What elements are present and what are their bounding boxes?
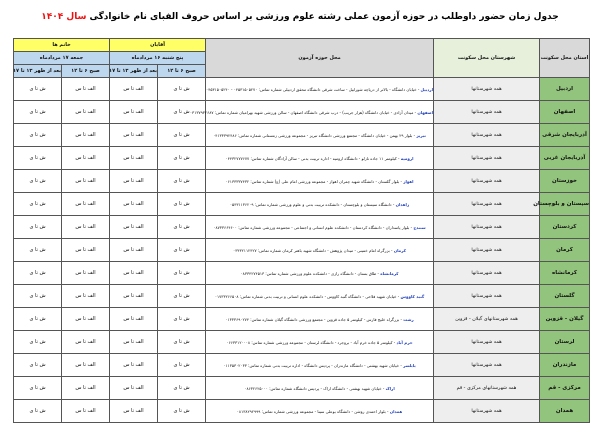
center-cell: [206, 124, 434, 147]
slot-value: ش تا ی: [173, 224, 190, 230]
city-cell: [434, 400, 540, 423]
slot-value: ش تا ی: [29, 408, 46, 414]
table-row: [14, 331, 590, 354]
slot-value: ش تا ی: [173, 155, 190, 161]
slot-value: الف تا س: [123, 408, 144, 414]
center-cell: [206, 285, 434, 308]
slot-value: الف تا س: [123, 155, 144, 161]
city-name: همه شهرستانهای مرکزی - قم: [456, 385, 517, 391]
slot-value: الف تا س: [123, 201, 144, 207]
slot-cell-m2: [110, 101, 158, 124]
slot-value: ش تا ی: [29, 201, 46, 207]
slot-cell-w1: [62, 400, 110, 423]
slot-cell-w2: [14, 285, 62, 308]
slot-value: ش تا ی: [29, 86, 46, 92]
province-name: آذربایجان شرقی: [542, 132, 587, 138]
table-row: [14, 216, 590, 239]
slot-cell-m2: [110, 285, 158, 308]
slot-cell-m2: [110, 170, 158, 193]
slot-cell-w2: [14, 216, 62, 239]
center-name: اهواز: [403, 178, 414, 184]
slot-cell-m2: [110, 78, 158, 101]
center-name: رشت: [403, 316, 414, 322]
slot-cell-m1: [158, 308, 206, 331]
slot-cell-m1: [158, 285, 206, 308]
city-name: همه شهرستانها: [471, 224, 502, 230]
slot-cell-m1: [158, 400, 206, 423]
table-row: [14, 147, 590, 170]
province-cell: [540, 377, 590, 400]
center-cell: [189, 101, 434, 124]
center-name: زاهدان: [395, 201, 410, 207]
slot-cell-w1: [62, 170, 110, 193]
table-row: [14, 285, 590, 308]
slot-value: ش تا ی: [29, 362, 46, 368]
table-row: [14, 262, 590, 285]
slot-cell-w2: [14, 354, 62, 377]
slot-cell-w2: [14, 308, 62, 331]
header-slot-men-afternoon: بعد از ظهر ۱۳ تا ۱۷: [110, 65, 158, 78]
slot-cell-w1: [62, 101, 110, 124]
slot-cell-w2: [14, 262, 62, 285]
slot-cell-w1: [62, 193, 110, 216]
center-name: گنبد کاووس: [400, 293, 425, 299]
province-name: آذربایجان غربی: [543, 155, 586, 161]
city-name: همه شهرستانها: [471, 408, 502, 414]
center-cell: [206, 216, 434, 239]
slot-value: الف تا س: [123, 270, 144, 276]
center-name: کرمان: [393, 247, 406, 253]
center-address: - بزرگراه خلیج فارس - کیلومتر ۵ جاده قزوین - مجتمع ورزشی دانشگاه گیلان شماره تماس: ۰۱۳۳۳۶۹۰۲۷۴: [225, 316, 402, 322]
slot-value: الف تا س: [75, 408, 96, 414]
slot-value: ش تا ی: [173, 270, 190, 276]
slot-value: الف تا س: [75, 155, 96, 161]
slot-value: الف تا س: [123, 86, 144, 92]
header-men: آقایان: [110, 39, 206, 52]
slot-cell-m1: [158, 262, 206, 285]
city-name: همه شهرستانها: [471, 86, 502, 92]
slot-cell-m1: [158, 193, 206, 216]
slot-value: ش تا ی: [173, 178, 190, 184]
province-cell: [540, 147, 590, 170]
slot-value: ش تا ی: [173, 385, 190, 391]
slot-cell-m2: [110, 377, 158, 400]
slot-value: الف تا س: [123, 247, 144, 253]
slot-value: الف تا س: [75, 385, 96, 391]
city-name: همه شهرستانها: [471, 155, 502, 161]
header-men-day: پنج شنبه ۱۶ مردادماه: [110, 52, 206, 65]
slot-cell-w1: [62, 331, 110, 354]
slot-value: الف تا س: [75, 293, 96, 299]
slot-cell-m2: [110, 331, 158, 354]
center-name: سنندج: [413, 224, 426, 230]
city-name: همه شهرستانهای گیلان - قزوین: [455, 316, 518, 322]
province-cell: [540, 285, 590, 308]
province-name: سیستان و بلوچستان: [533, 201, 590, 207]
province-cell: [540, 124, 590, 147]
province-name: کرمانشاه: [551, 270, 578, 276]
center-address: - کیلومتر ۱۱ جاده نازلو - دانشگاه ارومیه - اداره تربیت بدنی - سالن آزادگان شماره تماس: ۰۴۴۳۲۷۷۷۶۷۷: [225, 155, 400, 161]
slot-value: الف تا س: [123, 339, 144, 345]
slot-value: الف تا س: [75, 270, 96, 276]
slot-cell-w1: [62, 239, 110, 262]
slot-cell-m1: [158, 124, 206, 147]
slot-cell-m2: [110, 147, 158, 170]
center-address: - کیلومتر ۵ جاده خرم آباد - بروجرد - دانشگاه لرستان - مجموعه ورزشی شماره تماس: ۰۶۶۳۳۱۲۰۰۰۸: [226, 339, 396, 345]
slot-cell-w1: [62, 308, 110, 331]
city-name: همه شهرستانها: [471, 362, 502, 368]
city-name: همه شهرستانها: [471, 339, 502, 345]
province-name: گلستان: [554, 293, 575, 299]
slot-value: ش تا ی: [173, 362, 190, 368]
city-cell: [434, 124, 540, 147]
city-name: همه شهرستانها: [471, 293, 502, 299]
slot-cell-w2: [14, 147, 62, 170]
slot-cell-m1: [158, 377, 206, 400]
table-row: [14, 170, 590, 193]
slot-cell-w2: [14, 377, 62, 400]
slot-cell-m2: [110, 400, 158, 423]
header-slot-women-afternoon: بعد از ظهر ۱۳ تا ۱۷: [14, 65, 62, 78]
header-women-day: جمعه ۱۷ مردادماه: [14, 52, 110, 65]
slot-cell-m2: [110, 124, 158, 147]
center-cell: [206, 170, 434, 193]
center-address: - بلوار احمدی روشن - دانشگاه بوعلی سینا - مجموعه ورزشی شماره تماس: ۰۸۱۳۸۲۹۲۹۹۹: [236, 408, 389, 414]
center-name: خرم آباد: [396, 339, 413, 345]
city-cell: [434, 216, 540, 239]
slot-value: الف تا س: [123, 293, 144, 299]
slot-value: ش تا ی: [29, 178, 46, 184]
table-row: [14, 377, 590, 400]
slot-value: الف تا س: [75, 316, 96, 322]
header-city: شهرستان محل سکونت: [434, 39, 540, 78]
province-name: گیلان - قزوین: [545, 316, 584, 322]
city-cell: [434, 147, 540, 170]
center-name: اردبیل: [420, 86, 433, 92]
center-cell: [206, 147, 434, 170]
table-row: [14, 354, 590, 377]
province-cell: [540, 354, 590, 377]
center-cell: [206, 193, 434, 216]
center-cell: [206, 78, 434, 101]
slot-cell-w2: [14, 124, 62, 147]
slot-cell-m1: [158, 239, 206, 262]
slot-cell-w2: [14, 331, 62, 354]
center-address: - خیابان شهید فلاحی - دانشگاه گنبد کاووس - دانشکده علوم انسانی و تربیت بدنی شماره تماس: ۰۱۷۳۳۲۶۶۵۰۸: [214, 293, 400, 299]
province-name: لرستان: [554, 339, 575, 345]
slot-value: ش تا ی: [29, 109, 46, 115]
province-cell: [540, 331, 590, 354]
page-title: [0, 0, 600, 34]
center-name: همدان: [389, 408, 403, 414]
table-row: [14, 101, 590, 124]
slot-cell-w1: [62, 377, 110, 400]
header-province: استان محل سکونت: [540, 39, 590, 78]
slot-cell-m2: [110, 216, 158, 239]
center-address: - دانشگاه سیستان و بلوچستان - دانشکده تربیت بدنی و علوم ورزشی شماره تماس: ۰۵۴۳۱۱۳۶۲۰۹: [229, 201, 395, 207]
city-cell: [434, 262, 540, 285]
slot-value: الف تا س: [75, 362, 96, 368]
table-row: [14, 124, 590, 147]
title-text: جدول زمان حضور داوطلب در حوزه آزمون عملی رشته علوم ورزشی بر اساس حروف الفبای نام خانوادگی: [89, 12, 559, 22]
slot-cell-w2: [14, 78, 62, 101]
header-slot-women-morning: صبح ۶ تا ۱۲: [62, 65, 110, 78]
slot-cell-m1: [158, 170, 206, 193]
province-cell: [540, 308, 590, 331]
slot-cell-w1: [62, 285, 110, 308]
title-year: سال ۱۴۰۴: [41, 12, 87, 22]
center-address: - خیابان شهید بهشتی - دانشگاه اراک - پردیس دانشگاه شماره تماس: ۰۸۶۳۲۶۲۵۰۰۰: [244, 385, 385, 391]
slot-cell-w2: [14, 193, 62, 216]
slot-value: ش تا ی: [29, 132, 46, 138]
slot-value: ش تا ی: [173, 316, 190, 322]
province-name: اردبیل: [555, 86, 574, 92]
slot-value: ش تا ی: [173, 201, 190, 207]
slot-value: ش تا ی: [29, 339, 46, 345]
table-row: [14, 78, 590, 101]
slot-value: الف تا س: [75, 339, 96, 345]
slot-value: ش تا ی: [173, 86, 190, 92]
province-name: خوزستان: [552, 178, 578, 184]
center-address: - بزرگراه امام خمینی - میدان پژوهش - دانشگاه شهید باهنر کرمان شماره تماس: ۰۳۴۳۲۱۱۲۴۲۷: [233, 247, 393, 253]
city-name: همه شهرستانها: [471, 201, 502, 207]
slot-value: الف تا س: [75, 247, 96, 253]
center-cell: [206, 331, 434, 354]
slot-cell-m2: [110, 262, 158, 285]
slot-cell-m2: [110, 239, 158, 262]
slot-cell-m1: [158, 331, 206, 354]
slot-value: الف تا س: [123, 224, 144, 230]
city-cell: [434, 331, 540, 354]
table-row: [14, 239, 590, 262]
center-cell: [206, 262, 434, 285]
city-cell: [434, 170, 540, 193]
city-name: همه شهرستانها: [471, 178, 502, 184]
center-cell: [206, 377, 434, 400]
city-name: همه شهرستانها: [471, 247, 502, 253]
slot-value: ش تا ی: [29, 316, 46, 322]
city-cell: [434, 308, 540, 331]
province-cell: [540, 170, 590, 193]
center-address: - بلوار ۲۹ بهمن - خیابان دانشگاه - مجتمع ورزشی دانشگاه تبریز - مجموعه ورزشی زمستانی شماره تماس: ۰۴۱۳۳۳۹۲۴۸۶: [213, 132, 416, 138]
table-row: [14, 400, 590, 423]
slot-value: الف تا س: [75, 132, 96, 138]
center-name: کرمانشاه: [380, 270, 399, 276]
province-cell: [540, 216, 590, 239]
province-name: مازندران: [552, 362, 577, 368]
city-cell: [434, 193, 540, 216]
slot-cell-m2: [110, 354, 158, 377]
center-name: اصفهان: [417, 109, 434, 115]
slot-cell-m2: [110, 193, 158, 216]
center-cell: [206, 308, 434, 331]
slot-cell-w1: [62, 124, 110, 147]
slot-value: ش تا ی: [173, 339, 190, 345]
slot-value: ش تا ی: [173, 408, 190, 414]
schedule-table: [13, 38, 590, 423]
slot-cell-m2: [110, 308, 158, 331]
slot-cell-w2: [14, 101, 62, 124]
city-cell: [434, 101, 540, 124]
slot-value: ش تا ی: [173, 247, 190, 253]
center-address: - خیابان شهید بهشتی - دانشگاه مازندران - پردیس دانشگاه - اداره تربیت بدنی شماره تماس: ۰۱۱۳۵۳۰۲۰۳۳: [223, 362, 402, 368]
center-cell: [206, 239, 434, 262]
city-cell: [434, 354, 540, 377]
header-women: خانم ها: [14, 39, 110, 52]
slot-cell-m1: [158, 78, 206, 101]
center-address: - خیابان دانشگاه - بالاتر از دریاچه شورابیل - ساخت شرقی دانشگاه محقق اردبیلی شماره تماس: ۰۴۵۳۱۵۰۵۲۷۰ - ۰۴۵۳۱۵۰۵۲۴۰: [206, 86, 420, 92]
slot-cell-w2: [14, 400, 62, 423]
province-cell: [540, 262, 590, 285]
slot-cell-w1: [62, 262, 110, 285]
slot-value: ش تا ی: [29, 293, 46, 299]
slot-value: الف تا س: [75, 224, 96, 230]
center-address: - بلوار پاسداران - دانشگاه کردستان - دانشکده علوم انسانی و اجتماعی - مجموعه ورزشی شماره تماس: ۰۸۷۳۳۶۶۴۶۰۰: [213, 224, 413, 230]
slot-value: ش تا ی: [29, 224, 46, 230]
province-cell: [540, 101, 590, 124]
province-cell: [533, 193, 590, 216]
city-name: همه شهرستانها: [471, 270, 502, 276]
province-name: اصفهان: [553, 109, 576, 115]
center-name: تبریز: [416, 132, 426, 138]
center-address: - طاق بستان - دانشگاه رازی - دانشکده علوم ورزشی شماره تماس: ۰۸۳۳۴۲۷۴۵۱۳: [240, 270, 379, 276]
city-name: همه شهرستانها: [471, 132, 502, 138]
province-cell: [540, 400, 590, 423]
slot-cell-w1: [62, 354, 110, 377]
center-name: اراک: [385, 385, 395, 391]
slot-cell-w1: [62, 78, 110, 101]
slot-value: ش تا ی: [29, 155, 46, 161]
slot-value: ش تا ی: [173, 132, 190, 138]
slot-value: ش تا ی: [29, 385, 46, 391]
city-cell: [434, 239, 540, 262]
header-slot-men-morning: صبح ۶ تا ۱۲: [158, 65, 206, 78]
province-cell: [540, 239, 590, 262]
province-name: کردستان: [552, 224, 577, 230]
slot-value: الف تا س: [123, 132, 144, 138]
slot-cell-w1: [62, 147, 110, 170]
slot-cell-m1: [158, 216, 206, 239]
center-address: - بلوار گلستان - دانشگاه شهید چمران اهواز - مجموعه ورزشی امام علی (ع) شماره تماس: ۰۶۱۳۳۳۳۷۴۳۲: [225, 178, 402, 184]
table-row: [14, 308, 590, 331]
slot-value: ش تا ی: [173, 109, 190, 115]
slot-value: الف تا س: [123, 316, 144, 322]
slot-value: الف تا س: [123, 385, 144, 391]
slot-value: ش تا ی: [29, 247, 46, 253]
province-name: کرمان: [556, 247, 573, 253]
slot-value: ش تا ی: [29, 270, 46, 276]
slot-cell-w2: [14, 239, 62, 262]
slot-value: الف تا س: [123, 109, 144, 115]
slot-value: الف تا س: [123, 362, 144, 368]
slot-value: الف تا س: [123, 178, 144, 184]
slot-value: الف تا س: [75, 109, 96, 115]
slot-value: ش تا ی: [173, 293, 190, 299]
slot-cell-m1: [158, 147, 206, 170]
province-cell: [540, 78, 590, 101]
slot-value: الف تا س: [75, 201, 96, 207]
center-address: - میدان آزادی - خیابان دانشگاه (هزار جریب) - درب شرقی دانشگاه اصفهان - سالن ورزشی شهید بهرامیان شماره تماس: ۰۳۱۳۷۹۳۲۶۸۷: [189, 109, 417, 115]
slot-cell-m1: [158, 354, 206, 377]
center-name: بابلسر: [403, 362, 416, 368]
slot-cell-w2: [14, 170, 62, 193]
center-cell: [206, 354, 434, 377]
city-cell: [434, 285, 540, 308]
city-cell: [434, 78, 540, 101]
slot-cell-w1: [62, 216, 110, 239]
city-name: همه شهرستانها: [471, 109, 502, 115]
city-cell: [434, 377, 540, 400]
slot-value: الف تا س: [75, 86, 96, 92]
header-center: محل حوزه آزمون: [206, 39, 434, 78]
province-name: مرکزی - قم: [548, 385, 581, 391]
table-row: [14, 193, 590, 216]
center-cell: [206, 400, 434, 423]
center-name: ارومیه: [400, 155, 414, 161]
slot-value: الف تا س: [75, 178, 96, 184]
province-name: همدان: [555, 408, 574, 414]
